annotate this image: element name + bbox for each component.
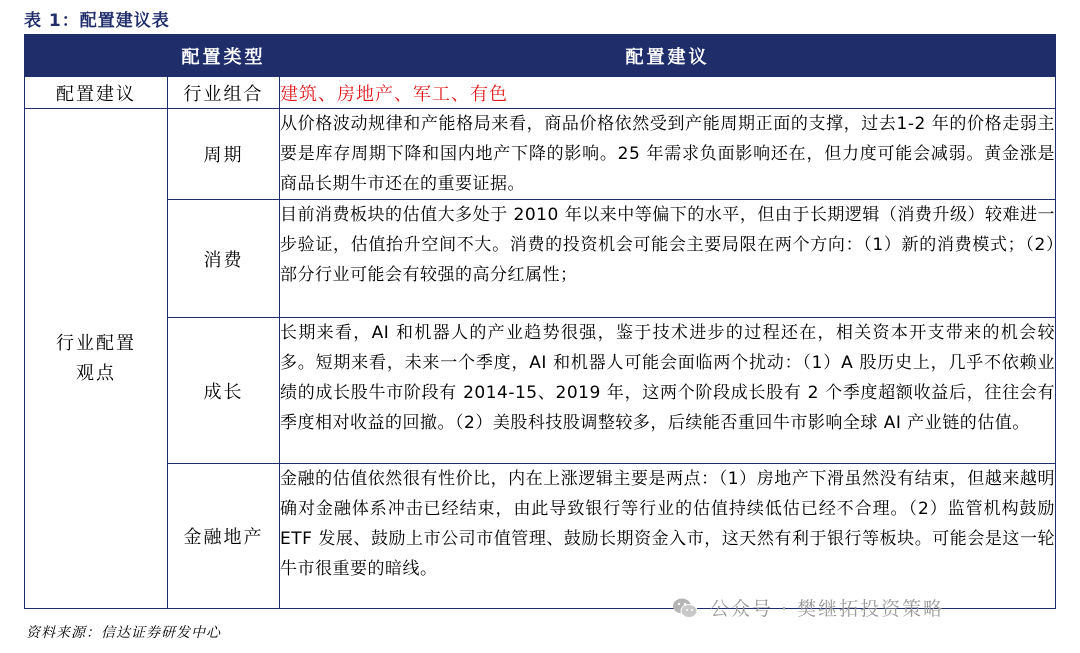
- table-row: [25, 464, 1056, 609]
- row-text-finance-realestate: 金融的估值依然很有性价比，内在上涨逻辑主要是两点：（1）房地产下滑虽然没有结束，但越来越明确对金融体系冲击已经结束，由此导致银行等行业的估值持续低估已经不合理。（2）监管机构鼓励 ETF 发展、鼓励上市公司市值管理、鼓励长期资金入市，这天然有利于银行等板块。可能会是这一轮牛市很重要的暗线。: [280, 464, 1056, 609]
- watermark-text: 公众号 · 樊继拓投资策略: [710, 598, 945, 620]
- header-type: 配置类型: [168, 35, 280, 77]
- table-row: [25, 77, 1056, 109]
- row-type-combo: 行业组合: [168, 77, 280, 109]
- watermark: [672, 594, 944, 621]
- row-text-cycle: 从价格波动规律和产能格局来看，商品价格依然受到产能周期正面的支撑，过去1-2 年的价格走弱主要是库存周期下降和国内地产下降的影响。25 年需求负面影响还在，但力度可能会减弱。黄金涨是商品长期牛市还在的重要证据。: [280, 109, 1056, 200]
- row-type-finance-realestate: 金融地产: [168, 464, 280, 609]
- wechat-icon: [672, 597, 698, 619]
- allocation-table: [24, 34, 1056, 609]
- table-caption: 表 1：配置建议表: [24, 11, 170, 31]
- table-row: [25, 318, 1056, 464]
- header-blank-cell: [25, 35, 168, 77]
- header-advice: 配置建议: [280, 35, 1056, 77]
- table-row: [25, 109, 1056, 200]
- row-text-growth: 长期来看，AI 和机器人的产业趋势很强，鉴于技术进步的过程还在，相关资本开支带来的机会较多。短期来看，未来一个季度，AI 和机器人可能会面临两个扰动：（1）A 股历史上，几乎不依赖业绩的成长股牛市阶段有 2014-15、2019 年，这两个阶段成长股有 2 个季度超额收益后，往往会有季度相对收益的回撤。（2）美股科技股调整较多，后续能否重回牛市影响全球 AI 产业链的估值。: [280, 318, 1056, 464]
- section-label-industry-view: [25, 109, 168, 609]
- row-type-growth: 成长: [168, 318, 280, 464]
- source-note: 资料来源：信达证券研发中心: [26, 625, 221, 641]
- row-type-consumption: 消费: [168, 200, 280, 318]
- section-label-text: 行业配置观点: [56, 332, 136, 384]
- table-row: [25, 200, 1056, 318]
- recommended-sectors: 建筑、房地产、军工、有色: [280, 77, 1056, 109]
- row-text-consumption: 目前消费板块的估值大多处于 2010 年以来中等偏下的水平，但由于长期逻辑（消费升级）较难进一步验证，估值抬升空间不大。消费的投资机会可能会主要局限在两个方向：（1）新的消费模式；（2）部分行业可能会有较强的高分红属性；: [280, 200, 1056, 318]
- table-header-row: [25, 35, 1056, 77]
- row-type-cycle: 周期: [168, 109, 280, 200]
- row-label-advice: 配置建议: [25, 77, 168, 109]
